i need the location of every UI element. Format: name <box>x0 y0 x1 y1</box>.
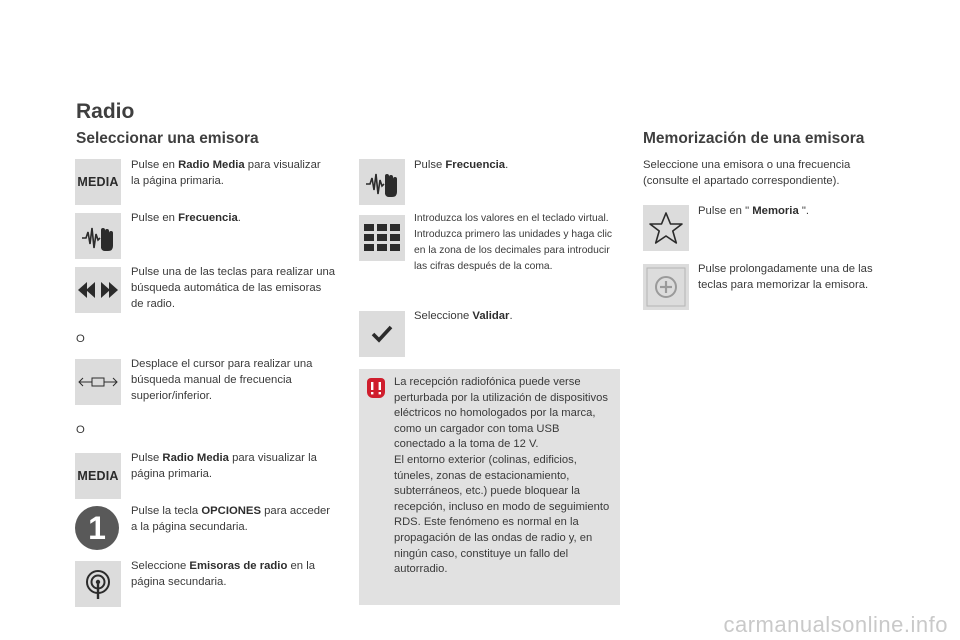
frequency-hand-icon <box>75 213 121 259</box>
section-heading-memorize-station: Memorización de una emisora <box>643 130 865 147</box>
keypad-icon <box>359 215 405 261</box>
warning-text: La recepción radiofónica puede verse perturbada por la utilización de dispositivos eléctricos no homologados por la marca, como un cargador con toma USB conectado a la toma de 12 V. El entorno exterior (colinas, edificios, túneles, zonas de estacionamiento, subterráneos, etc.) puede bloquear la recepción, incluso en modo de seguimiento RDS. Este fenómeno es normal en la propagación de las ondas de radio y, en ningún caso, constituye un fallo del autorradio. <box>394 376 610 576</box>
step-text: Pulse la tecla OPCIONES para acceder a la página secundaria. <box>131 505 331 533</box>
add-preset-icon <box>643 264 689 310</box>
seek-arrows-icon <box>75 267 121 313</box>
step-text: Pulse Frecuencia. <box>414 159 509 171</box>
media-button-icon <box>75 159 121 205</box>
step-text: Seleccione Validar. <box>414 310 513 322</box>
or-label: O <box>76 333 85 345</box>
intro-text: Seleccione una emisora o una frecuencia (consulte el apartado correspondiente). <box>643 159 851 187</box>
step-text: Pulse en Radio Media para visualizar la página primaria. <box>131 159 321 187</box>
media-icon-label: MEDIA <box>77 469 119 483</box>
step-text: Pulse Radio Media para visualizar la página primaria. <box>131 452 317 480</box>
step-text: Pulse en " Memoria ". <box>698 205 810 217</box>
step-text: Pulse una de las teclas para realizar una búsqueda automática de las emisoras de radio. <box>131 266 336 310</box>
slider-cursor-icon <box>75 359 121 405</box>
page-title: Radio <box>76 100 135 123</box>
section-heading-select-station: Seleccionar una emisora <box>76 130 259 147</box>
step-text: Pulse prolongadamente una de las teclas para memorizar la emisora. <box>698 263 873 291</box>
step-text: Introduzca los valores en el teclado virtual. Introduzca primero las unidades y haga clic en la zona de los decimales para introducir las cifras después de la coma. <box>414 213 613 272</box>
step-text: Pulse en Frecuencia. <box>131 212 241 224</box>
warning-box <box>359 369 620 605</box>
watermark: carmanualsonline.info <box>723 612 948 637</box>
radio-station-icon <box>75 561 121 607</box>
chapter-badge-icon: 1 <box>75 506 119 550</box>
frequency-hand-icon <box>359 159 405 205</box>
checkmark-icon <box>359 311 405 357</box>
media-button-icon <box>75 453 121 499</box>
media-icon-label: MEDIA <box>77 175 119 189</box>
step-text: Seleccione Emisoras de radio en la página secundaria. <box>131 560 315 588</box>
warning-icon <box>367 378 385 398</box>
star-icon <box>643 205 689 251</box>
step-text: Desplace el cursor para realizar una búsqueda manual de frecuencia superior/inferior. <box>131 358 313 402</box>
or-label: O <box>76 424 85 436</box>
